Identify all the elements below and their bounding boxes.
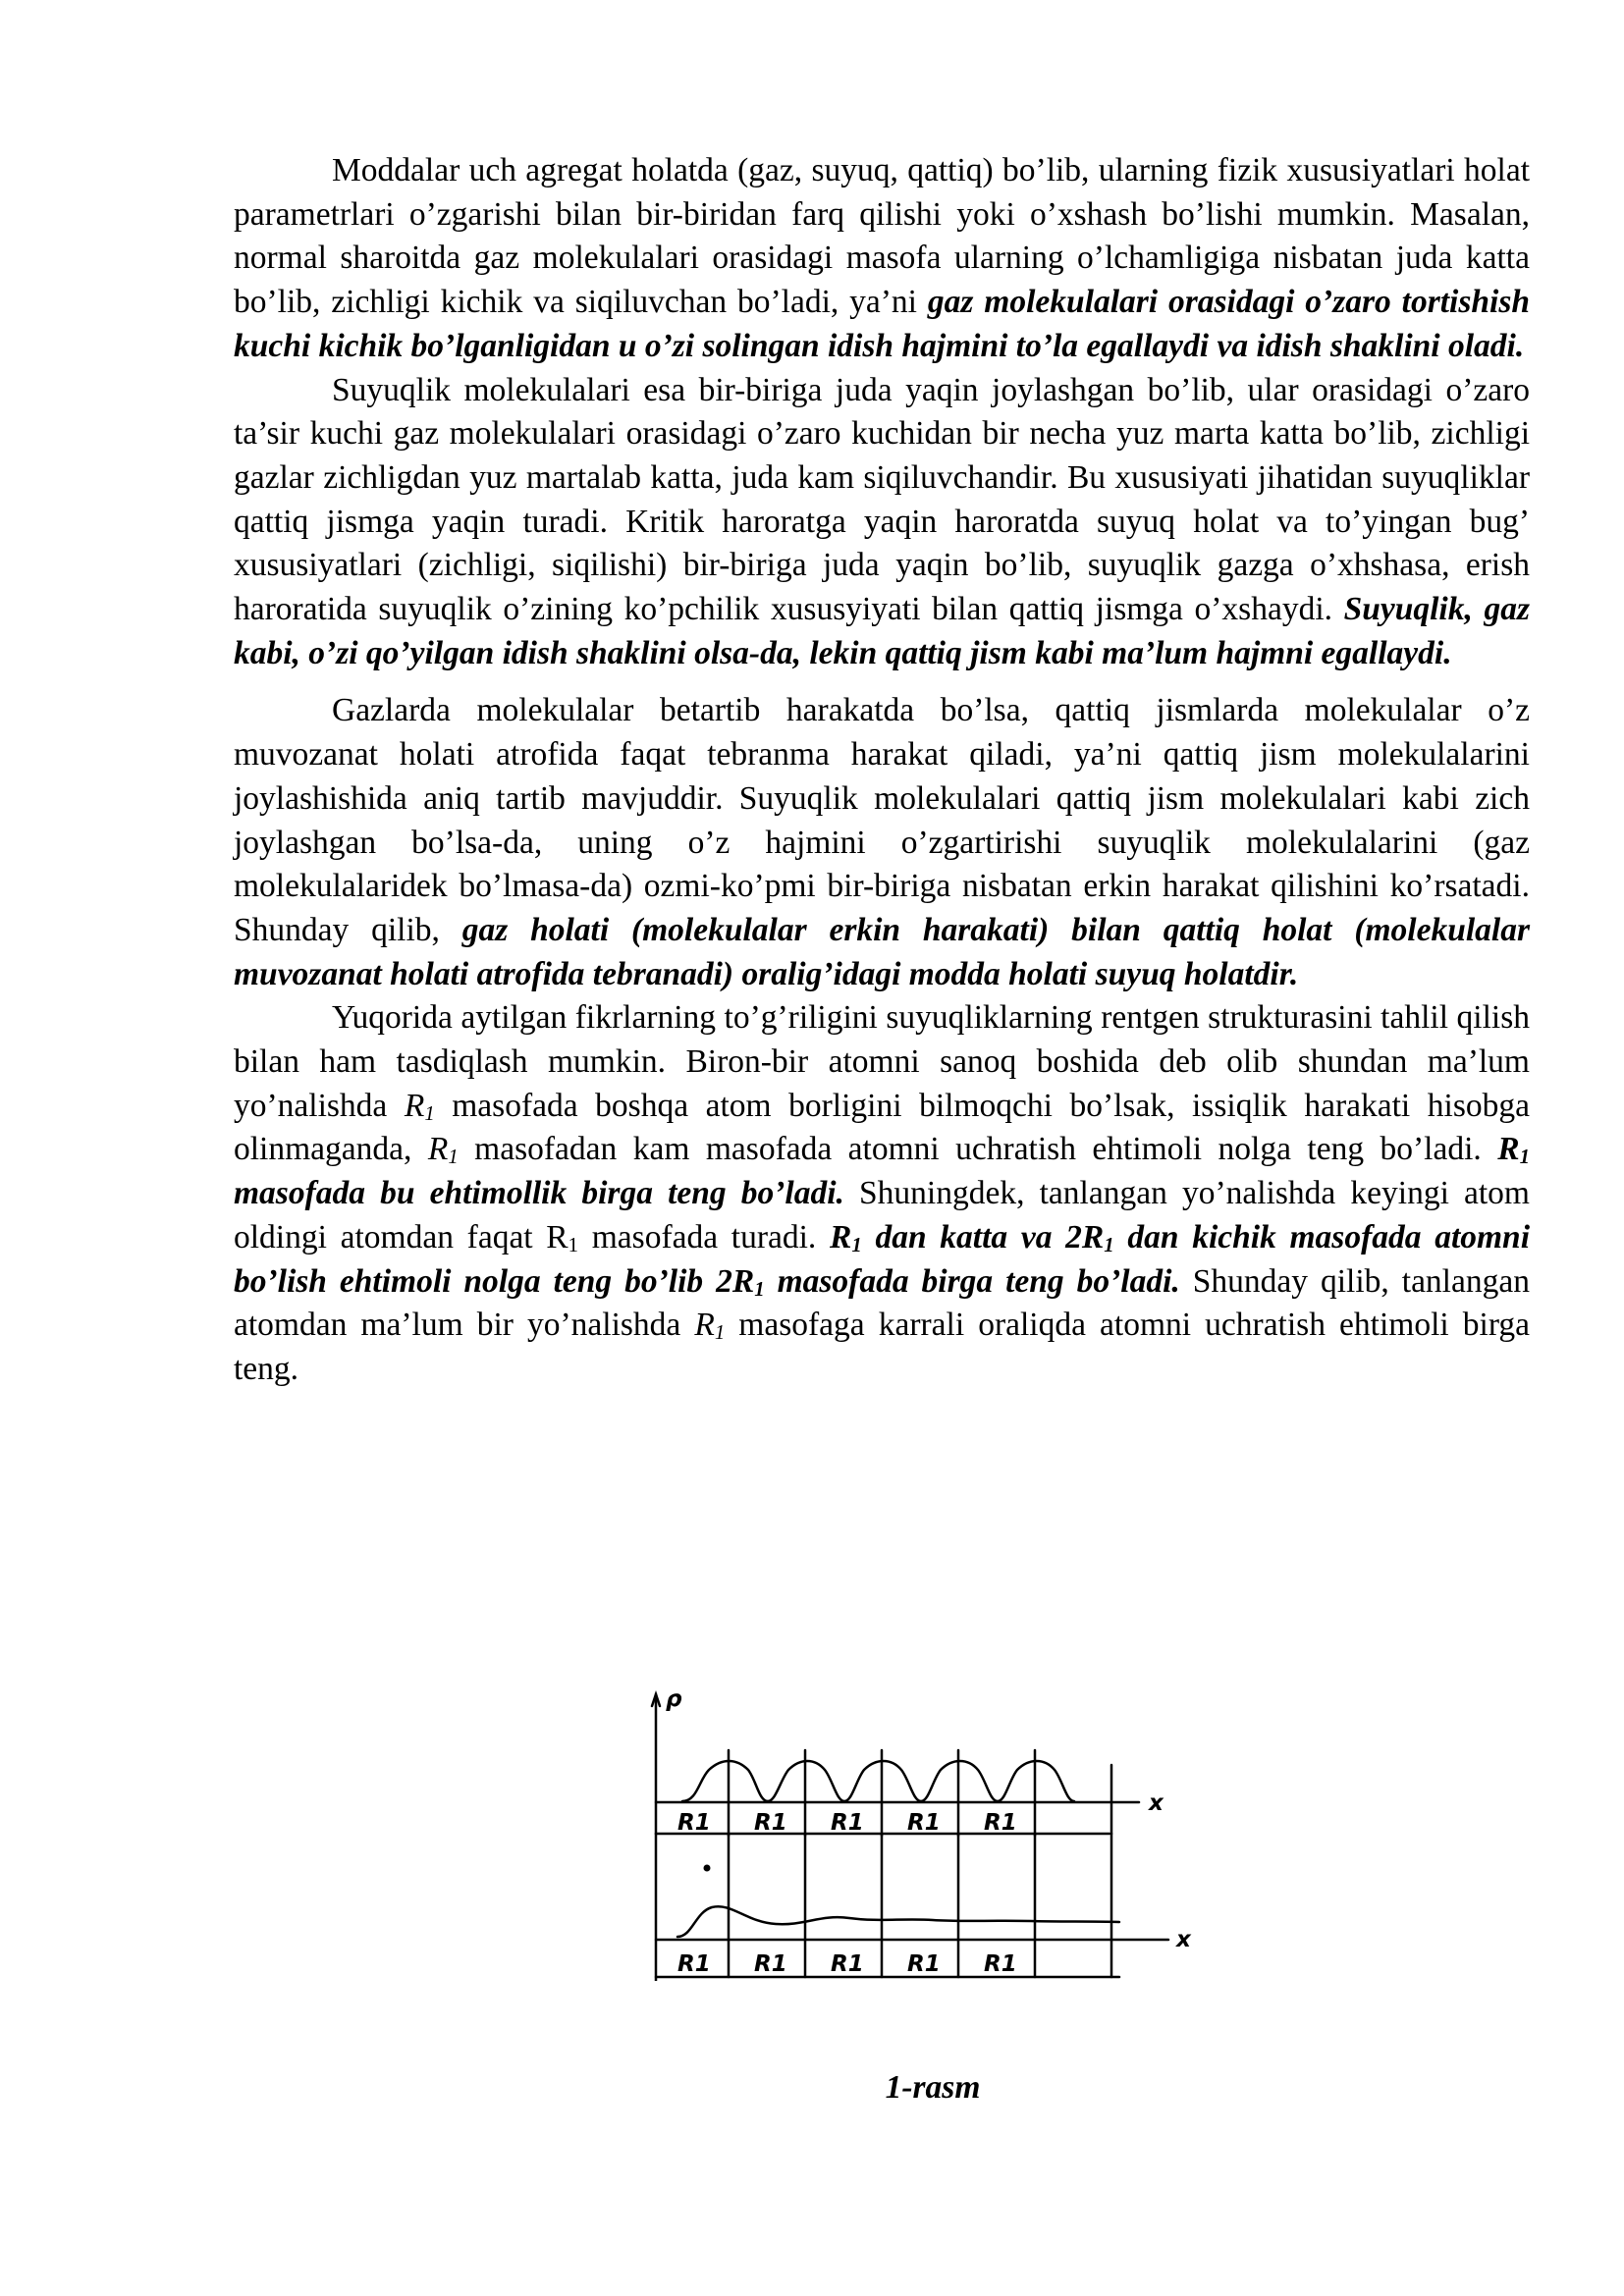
segment-label: R1 — [984, 1951, 1017, 1977]
paragraph-4-emphasis-2: $R_1$ dan katta va $2R_1$ dan kichik masofada atomni bo’lish ehtimoli nolga teng bo’lib $2R_1$ masofada birga teng bo’ladi. — [234, 1218, 1530, 1301]
upper-x-axis-label: x — [1149, 1790, 1164, 1816]
paragraph-4-text-3: masofadan kam masofada atomni uchratish ehtimoli nolga teng bo’ladi. — [458, 1131, 1498, 1168]
segment-label: R1 — [831, 1951, 864, 1977]
paragraph-4-text-7: masofaga karrali oraliqda atomni uchratish ehtimoli birga teng. — [234, 1307, 1530, 1387]
lower-x-axis-label: x — [1176, 1927, 1191, 1952]
r1-symbol: $R_1$ — [404, 1087, 435, 1125]
paragraph-4-text-5: masofada turadi. — [578, 1218, 831, 1255]
figure-drawing — [638, 1686, 1247, 1981]
segment-label: R1 — [984, 1810, 1017, 1836]
segment-label: R1 — [831, 1810, 864, 1836]
r1-subscript: 1 — [568, 1234, 579, 1257]
paragraph-3-emphasis: gaz holati (molekulalar erkin harakati) bilan qattiq holat (molekulalar muvozanat holati atrofida tebranadi) oralig’idagi modda holati suyuq holatdir. — [234, 911, 1530, 992]
paragraph-3-text: Gazlarda molekulalar betartib harakatda bo’lsa, qattiq jismlarda molekulalar o’z muvozanat holati atrofida faqat tebranma harakat qiladi, ya’ni qattiq jism molekulalarini joylashishida aniq tartib mavjuddir. Suyuqlik molekulalari qattiq jism molekulalari kabi zich joylashgan bo’lsa-da, uning o’z hajmini o’zgartirishi suyuqlik molekulalarini (gaz molekulalaridek bo’lmasa-da) ozmi-ko’pmi bir-biriga nisbatan erkin harakat qilishini ko’rsatadi. Shunday qilib, — [234, 692, 1530, 948]
reference-atom-dot — [704, 1865, 711, 1872]
paragraph-4-text-4: Shuningdek, tanlangan yo’nalishda keyingi atom oldingi atomdan faqat R — [234, 1175, 1530, 1255]
segment-label: R1 — [677, 1810, 711, 1836]
paragraph-2 — [234, 369, 1530, 676]
segment-label: R1 — [907, 1951, 941, 1977]
paragraph-1-emphasis: gaz molekulalari orasidagi o’zaro tortishish kuchi kichik bo’lganligidan u o’zi solingan idish hajmini to’la egallaydi va idish shaklini oladi. — [234, 284, 1530, 364]
r1-symbol: $R_1$ — [427, 1131, 459, 1169]
paragraph-3 — [234, 689, 1530, 996]
segment-label: R1 — [754, 1951, 787, 1977]
paragraph-1 — [234, 149, 1530, 369]
y-axis-label: ρ — [666, 1686, 682, 1712]
r1-symbol: $R_1$ — [694, 1307, 726, 1345]
figure-caption: 1-rasm — [885, 2069, 981, 2106]
segment-label: R1 — [677, 1951, 711, 1977]
paragraph-2-emphasis: Suyuqlik, gaz kabi, o’zi qo’yilgan idish shaklini olsa-da, lekin qattiq jism kabi ma’lum hajmni egallaydi. — [234, 591, 1530, 671]
paragraph-4-text-1: Yuqorida aytilgan fikrlarning to’g’riligini suyuqliklarning rentgen strukturasini tahlil qilish bilan ham tasdiqlash mumkin. Biron-bir atomni sanoq boshida deb olib shundan ma’lum yo’nalishda — [234, 999, 1530, 1124]
segment-label: R1 — [754, 1810, 787, 1836]
segment-label: R1 — [907, 1810, 941, 1836]
paragraph-1-text: Moddalar uch agregat holatda (gaz, suyuq, qattiq) bo’lib, ularning fizik xususiyatlari holat parametrlari o’zgarishi bilan bir-biridan farq qilishi yoki o’xshash bo’lishi mumkin. Masalan, normal sharoitda gaz molekulalari orasidagi masofa ularning o’lchamligiga nisbatan juda katta bo’lib, zichligi kichik va siqiluvchan bo’ladi, ya’ni — [234, 152, 1530, 321]
paragraph-4-emphasis-1: $R_1$ masofada bu ehtimollik birga teng bo’ladi. — [234, 1131, 1530, 1212]
paragraph-4-text-6: Shunday qilib, tanlangan atomdan ma’lum bir yo’nalishda — [234, 1262, 1530, 1344]
figure-radial-distribution — [638, 1686, 1247, 1981]
paragraph-4-text-2: masofada boshqa atom borligini bilmoqchi bo’lsak, issiqlik harakati hisobga olinmaganda, — [234, 1087, 1530, 1168]
paragraph-2-text: Suyuqlik molekulalari esa bir-biriga juda yaqin joylashgan bo’lib, ular orasidagi o’zaro ta’sir kuchi gaz molekulalari orasidagi o’zaro kuchidan bir necha yuz marta katta bo’lib, zichligi gazlar zichligdan yuz martalab katta, juda kam siqiluvchandir. Bu xususiyati jihatidan suyuqliklar qattiq jismga yaqin turadi. Kritik haroratga yaqin haroratda suyuq holat va to’yingan bug’ xususiyatlari (zichligi, siqilishi) bir-biriga juda yaqin bo’lib, suyuqlik gazga o’xhshasa, erish haroratida suyuqlik o’zining ko’pchilik xususyiyati bilan qattiq jismga o’xshaydi. — [234, 371, 1530, 628]
paragraph-4 — [234, 996, 1530, 1391]
